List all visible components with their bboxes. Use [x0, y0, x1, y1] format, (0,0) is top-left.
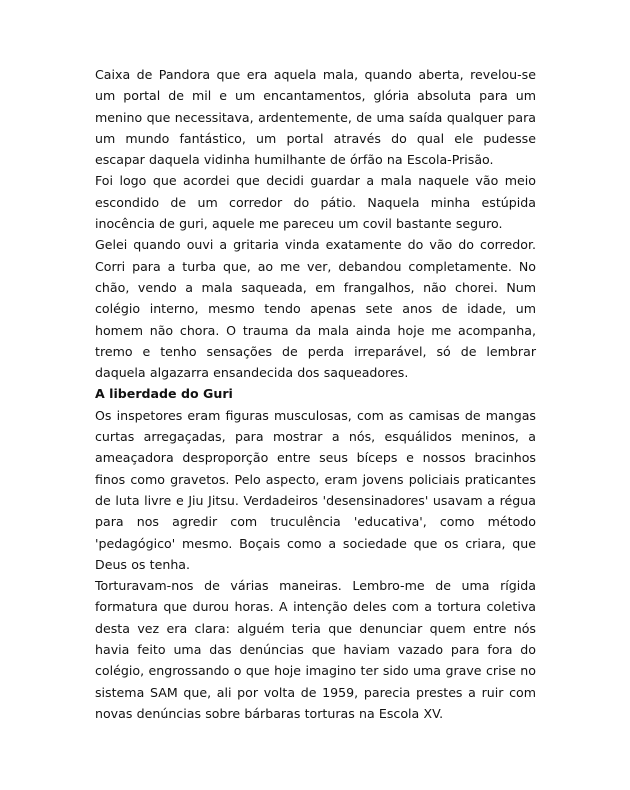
paragraph-torture: Torturavam-nos de várias maneiras. Lembro-me de uma rígida formatura que durou horas. A intenção deles com a tortura coletiva desta vez era clara: alguém teria que denunciar quem entre nós havia feito uma das denúncias que haviam vazado para fora do colégio, engrossando o que hoje imagino ter sido uma grave crise no sistema SAM que, ali por volta de 1959, parecia prestes a ruir com novas denúncias sobre bárbaras torturas na Escola XV.: [95, 578, 536, 721]
document-page: [95, 64, 536, 724]
section-heading: A liberdade do Guri: [95, 386, 233, 402]
paragraph-pandora-box: Caixa de Pandora que era aquela mala, quando aberta, revelou-se um portal de mil e um encantamentos, glória absoluta para um menino que necessitava, ardentemente, de uma saída qualquer para um mundo fantástico, um portal através do qual ele pudesse escapar daquela vidinha humilhante de órfão na Escola-Prisão.: [95, 67, 536, 168]
paragraph-hiding-suitcase: Foi logo que acordei que decidi guardar a mala naquele vão meio escondido de um corredor do pátio. Naquela minha estúpida inocência de guri, aquele me pareceu um covil bastante seguro.: [95, 173, 536, 232]
paragraph-inspectors: Os inspetores eram figuras musculosas, com as camisas de mangas curtas arregaçadas, para mostrar a nós, esquálidos meninos, a ameaçadora desproporção entre seus bíceps e nossos bracinhos finos como gravetos. Pelo aspecto, eram jovens policiais praticantes de luta livre e Jiu Jitsu. Verdadeiros 'desensinadores' usavam a régua para nos agredir com truculência 'educativa', como método 'pedagógico' mesmo. Boçais como a sociedade que os criara, que Deus os tenha.: [95, 407, 536, 572]
paragraph-looted-suitcase: Gelei quando ouvi a gritaria vinda exatamente do vão do corredor. Corri para a turba que, ao me ver, debandou completamente. No chão, vendo a mala saqueada, em frangalhos, não chorei. Num colégio interno, mesmo tendo apenas sete anos de idade, um homem não chora. O trauma da mala ainda hoje me acompanha, tremo e tenho sensações de perda irreparável, só de lembrar daquela algazarra ensandecida dos saqueadores.: [95, 237, 536, 381]
